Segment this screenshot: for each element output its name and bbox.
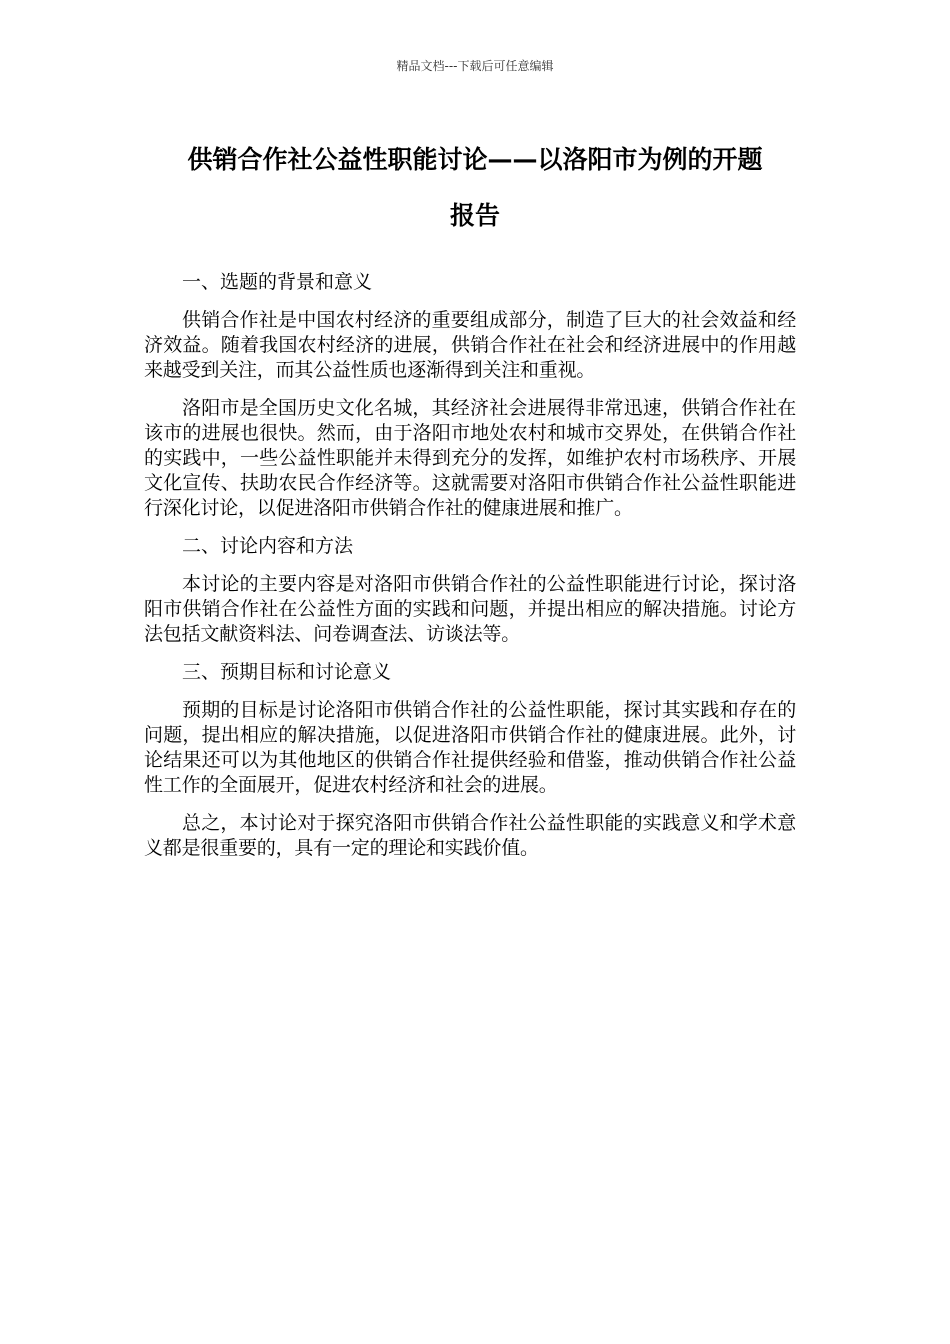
header-note: 精品文档---下载后可任意编辑 (396, 59, 554, 73)
document-body (144, 270, 796, 874)
document-title-line-1: 供销合作社公益性职能讨论——以洛阳市为例的开题 (187, 145, 763, 174)
paragraph: 洛阳市是全国历史文化名城，其经济社会进展得非常迅速，供销合作社在该市的进展也很快。然而，由于洛阳市地处农村和城市交界处，在供销合作社的实践中，一些公益性职能并未得到充分的发挥，如维护农村市场秩序、开展文化宣传、扶助农民合作经济等。这就需要对洛阳市供销合作社公益性职能进行深化讨论，以促进洛阳市供销合作社的健康进展和推广。 (144, 397, 796, 519)
paragraph: 供销合作社是中国农村经济的重要组成部分，制造了巨大的社会效益和经济效益。随着我国农村经济的进展，供销合作社在社会和经济进展中的作用越来越受到关注，而其公益性质也逐渐得到关注和重视。 (144, 309, 796, 381)
document-title (140, 132, 810, 244)
paragraph: 本讨论的主要内容是对洛阳市供销合作社的公益性职能进行讨论，探讨洛阳市供销合作社在公益性方面的实践和问题，并提出相应的解决措施。讨论方法包括文献资料法、问卷调查法、访谈法等。 (144, 573, 796, 645)
section-heading-content-methods: 二、讨论内容和方法 (182, 535, 354, 557)
paragraph: 预期的目标是讨论洛阳市供销合作社的公益性职能，探讨其实践和存在的问题，提出相应的解决措施，以促进洛阳市供销合作社的健康进展。此外，讨论结果还可以为其他地区的供销合作社提供经验和借鉴，推动供销合作社公益性工作的全面展开，促进农村经济和社会的进展。 (144, 699, 796, 796)
section-heading-goals: 三、预期目标和讨论意义 (182, 661, 392, 683)
document-title-line-2: 报告 (449, 201, 500, 230)
paragraph: 总之，本讨论对于探究洛阳市供销合作社公益性职能的实践意义和学术意义都是很重要的，具有一定的理论和实践价值。 (144, 812, 796, 859)
section-heading-background: 一、选题的背景和意义 (182, 271, 373, 293)
